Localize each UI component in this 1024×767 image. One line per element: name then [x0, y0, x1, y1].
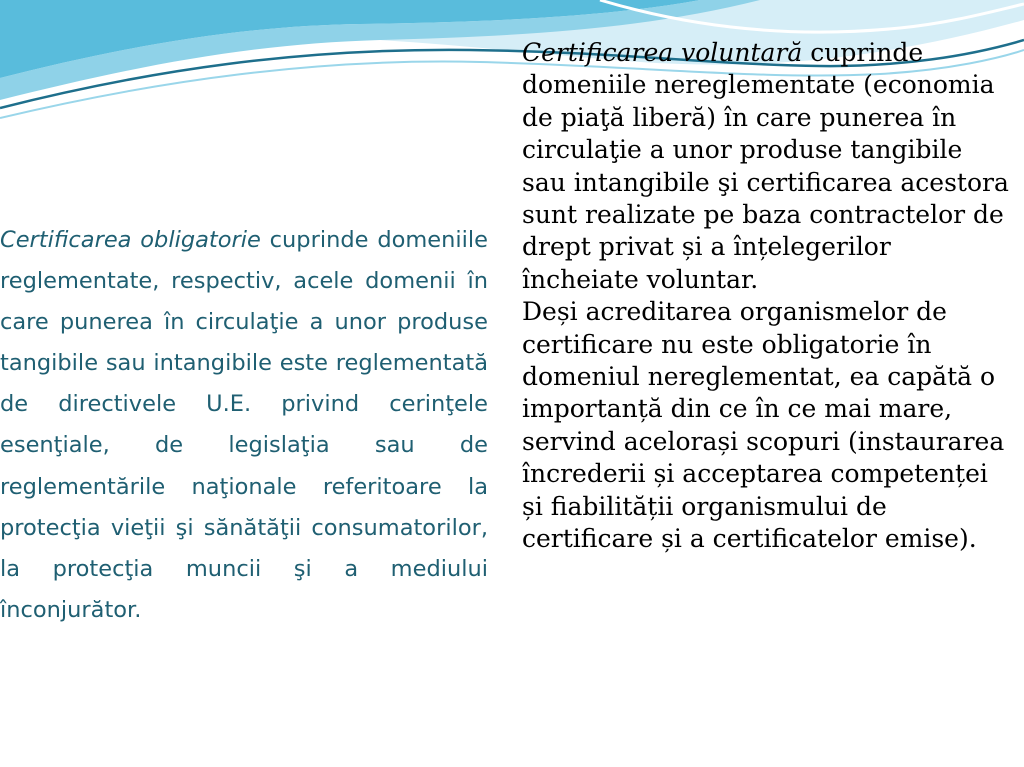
left-emphasis-term: Certificarea obligatorie — [0, 227, 261, 253]
right-text-block — [522, 37, 1012, 556]
right-paragraph-1 — [522, 37, 1012, 296]
right-paragraph-2: Deși acreditarea organismelor de certificare nu este obligatorie în domeniul nereglementat, ea capătă o importanță din ce în ce mai mare, servind acelorași scopuri (instaurarea încrederii și acceptarea competenței și fiabilității organismului de certificare și a certificatelor emise). — [522, 297, 1005, 554]
left-text-block — [0, 220, 488, 631]
left-paragraph-body: cuprinde domeniile reglementate, respectiv, acele domenii în care punerea în circulaţie a unor produse tangibile sau intangibile este reglementată de directivele U.E. privind cerinţele esenţiale, de legislaţia sau de reglementările naţionale referitoare la protecţia vieţii şi sănătăţii consumatorilor, la protecţia muncii şi a mediului înconjurător. — [0, 227, 488, 623]
right-emphasis-term: Certificarea voluntară — [522, 38, 803, 67]
right-paragraph-1-body: cuprinde domeniile nereglementate (economia de piaţă liberă) în care punerea în circulaţie a unor produse tangibile sau intangibile şi certificarea acestora sunt realizate pe baza contractelor de drept privat și a înțelegerilor încheiate voluntar. — [522, 38, 1009, 294]
